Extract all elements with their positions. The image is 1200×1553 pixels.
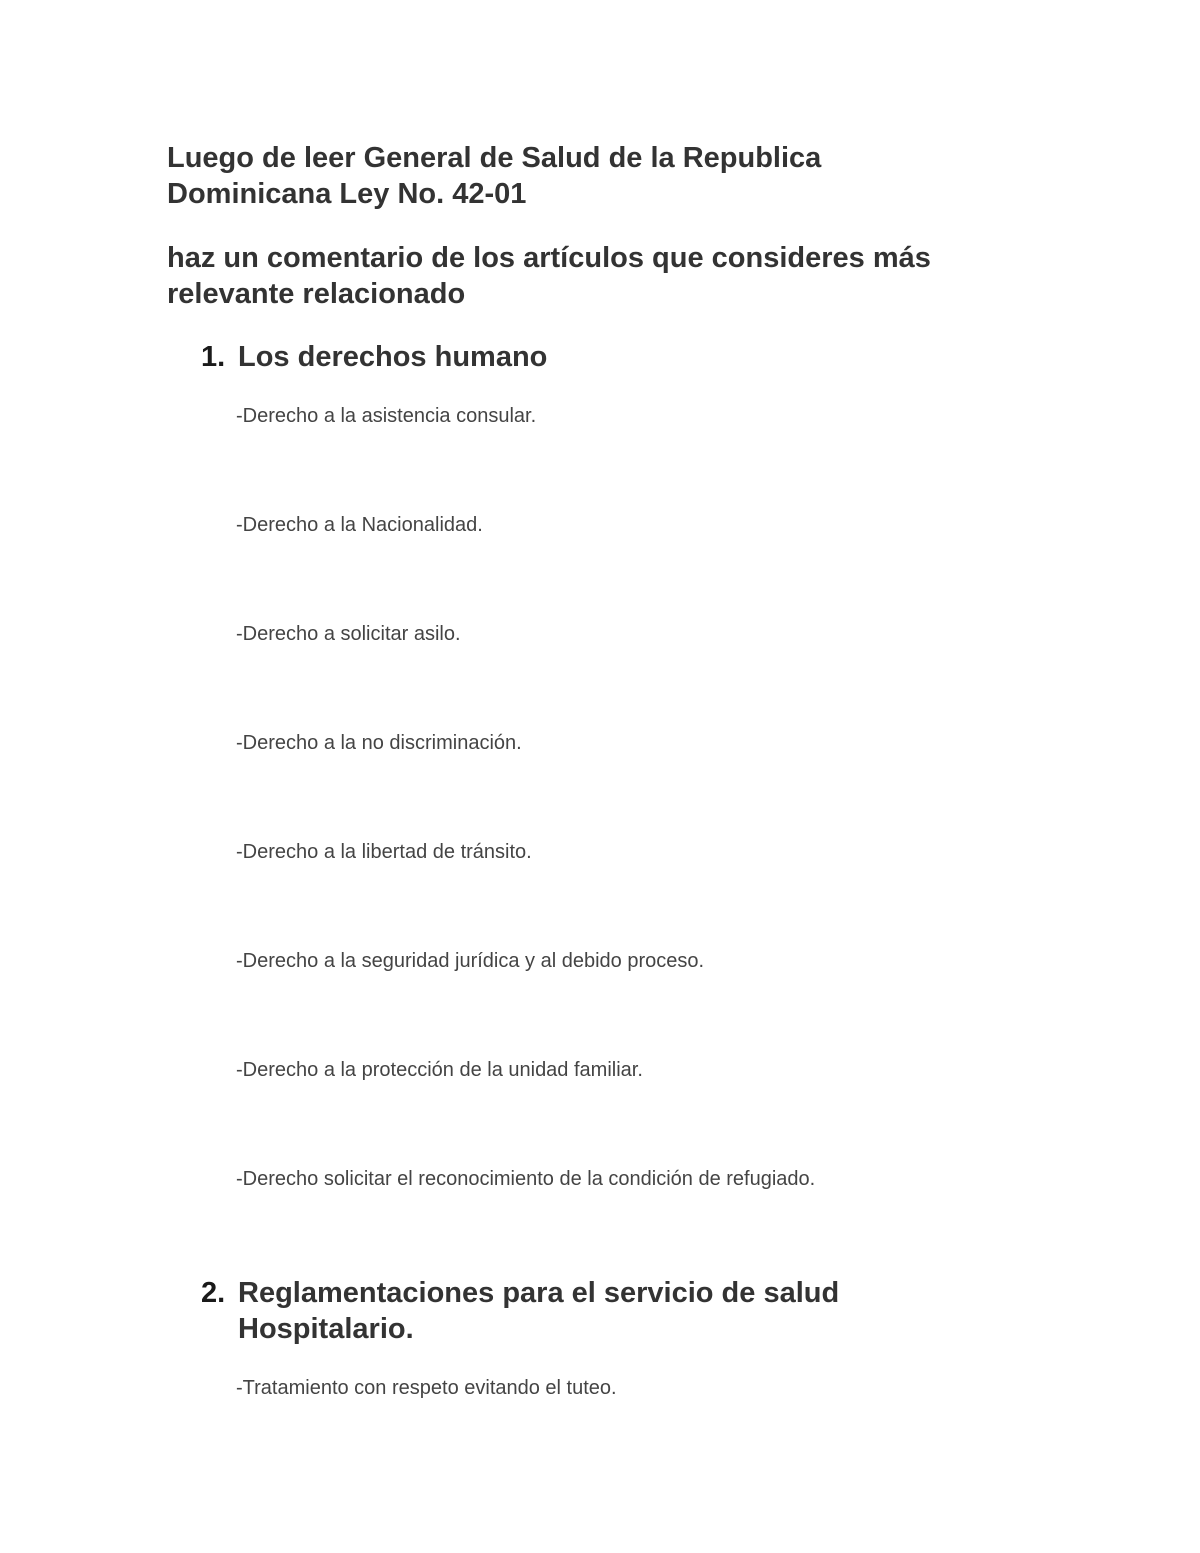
- list-item: -Derecho a la no discriminación.: [236, 732, 522, 754]
- list-item: -Derecho a la Nacionalidad.: [236, 514, 483, 536]
- instruction-line-2: relevante relacionado: [167, 278, 466, 310]
- document-title-line-1: Luego de leer General de Salud de la Republica: [167, 142, 822, 174]
- section-2-number: 2.: [201, 1277, 226, 1309]
- document-title-line-2: Dominicana Ley No. 42-01: [167, 178, 527, 210]
- list-item: -Derecho a la protección de la unidad familiar.: [236, 1059, 643, 1081]
- section-2-heading-line-2: Hospitalario.: [238, 1313, 414, 1345]
- section-1-number: 1.: [201, 341, 226, 373]
- section-2-heading-line-1: Reglamentaciones para el servicio de salud: [238, 1277, 840, 1309]
- list-item: -Tratamiento con respeto evitando el tuteo.: [236, 1377, 617, 1399]
- list-item: -Derecho a solicitar asilo.: [236, 623, 461, 645]
- instruction-line-1: haz un comentario de los artículos que consideres más: [167, 242, 931, 274]
- list-item: -Derecho solicitar el reconocimiento de la condición de refugiado.: [236, 1168, 816, 1190]
- list-item: -Derecho a la seguridad jurídica y al debido proceso.: [236, 950, 705, 972]
- list-item: -Derecho a la libertad de tránsito.: [236, 841, 532, 863]
- list-item: -Derecho a la asistencia consular.: [236, 405, 537, 427]
- section-1-heading: Los derechos humano: [238, 341, 548, 373]
